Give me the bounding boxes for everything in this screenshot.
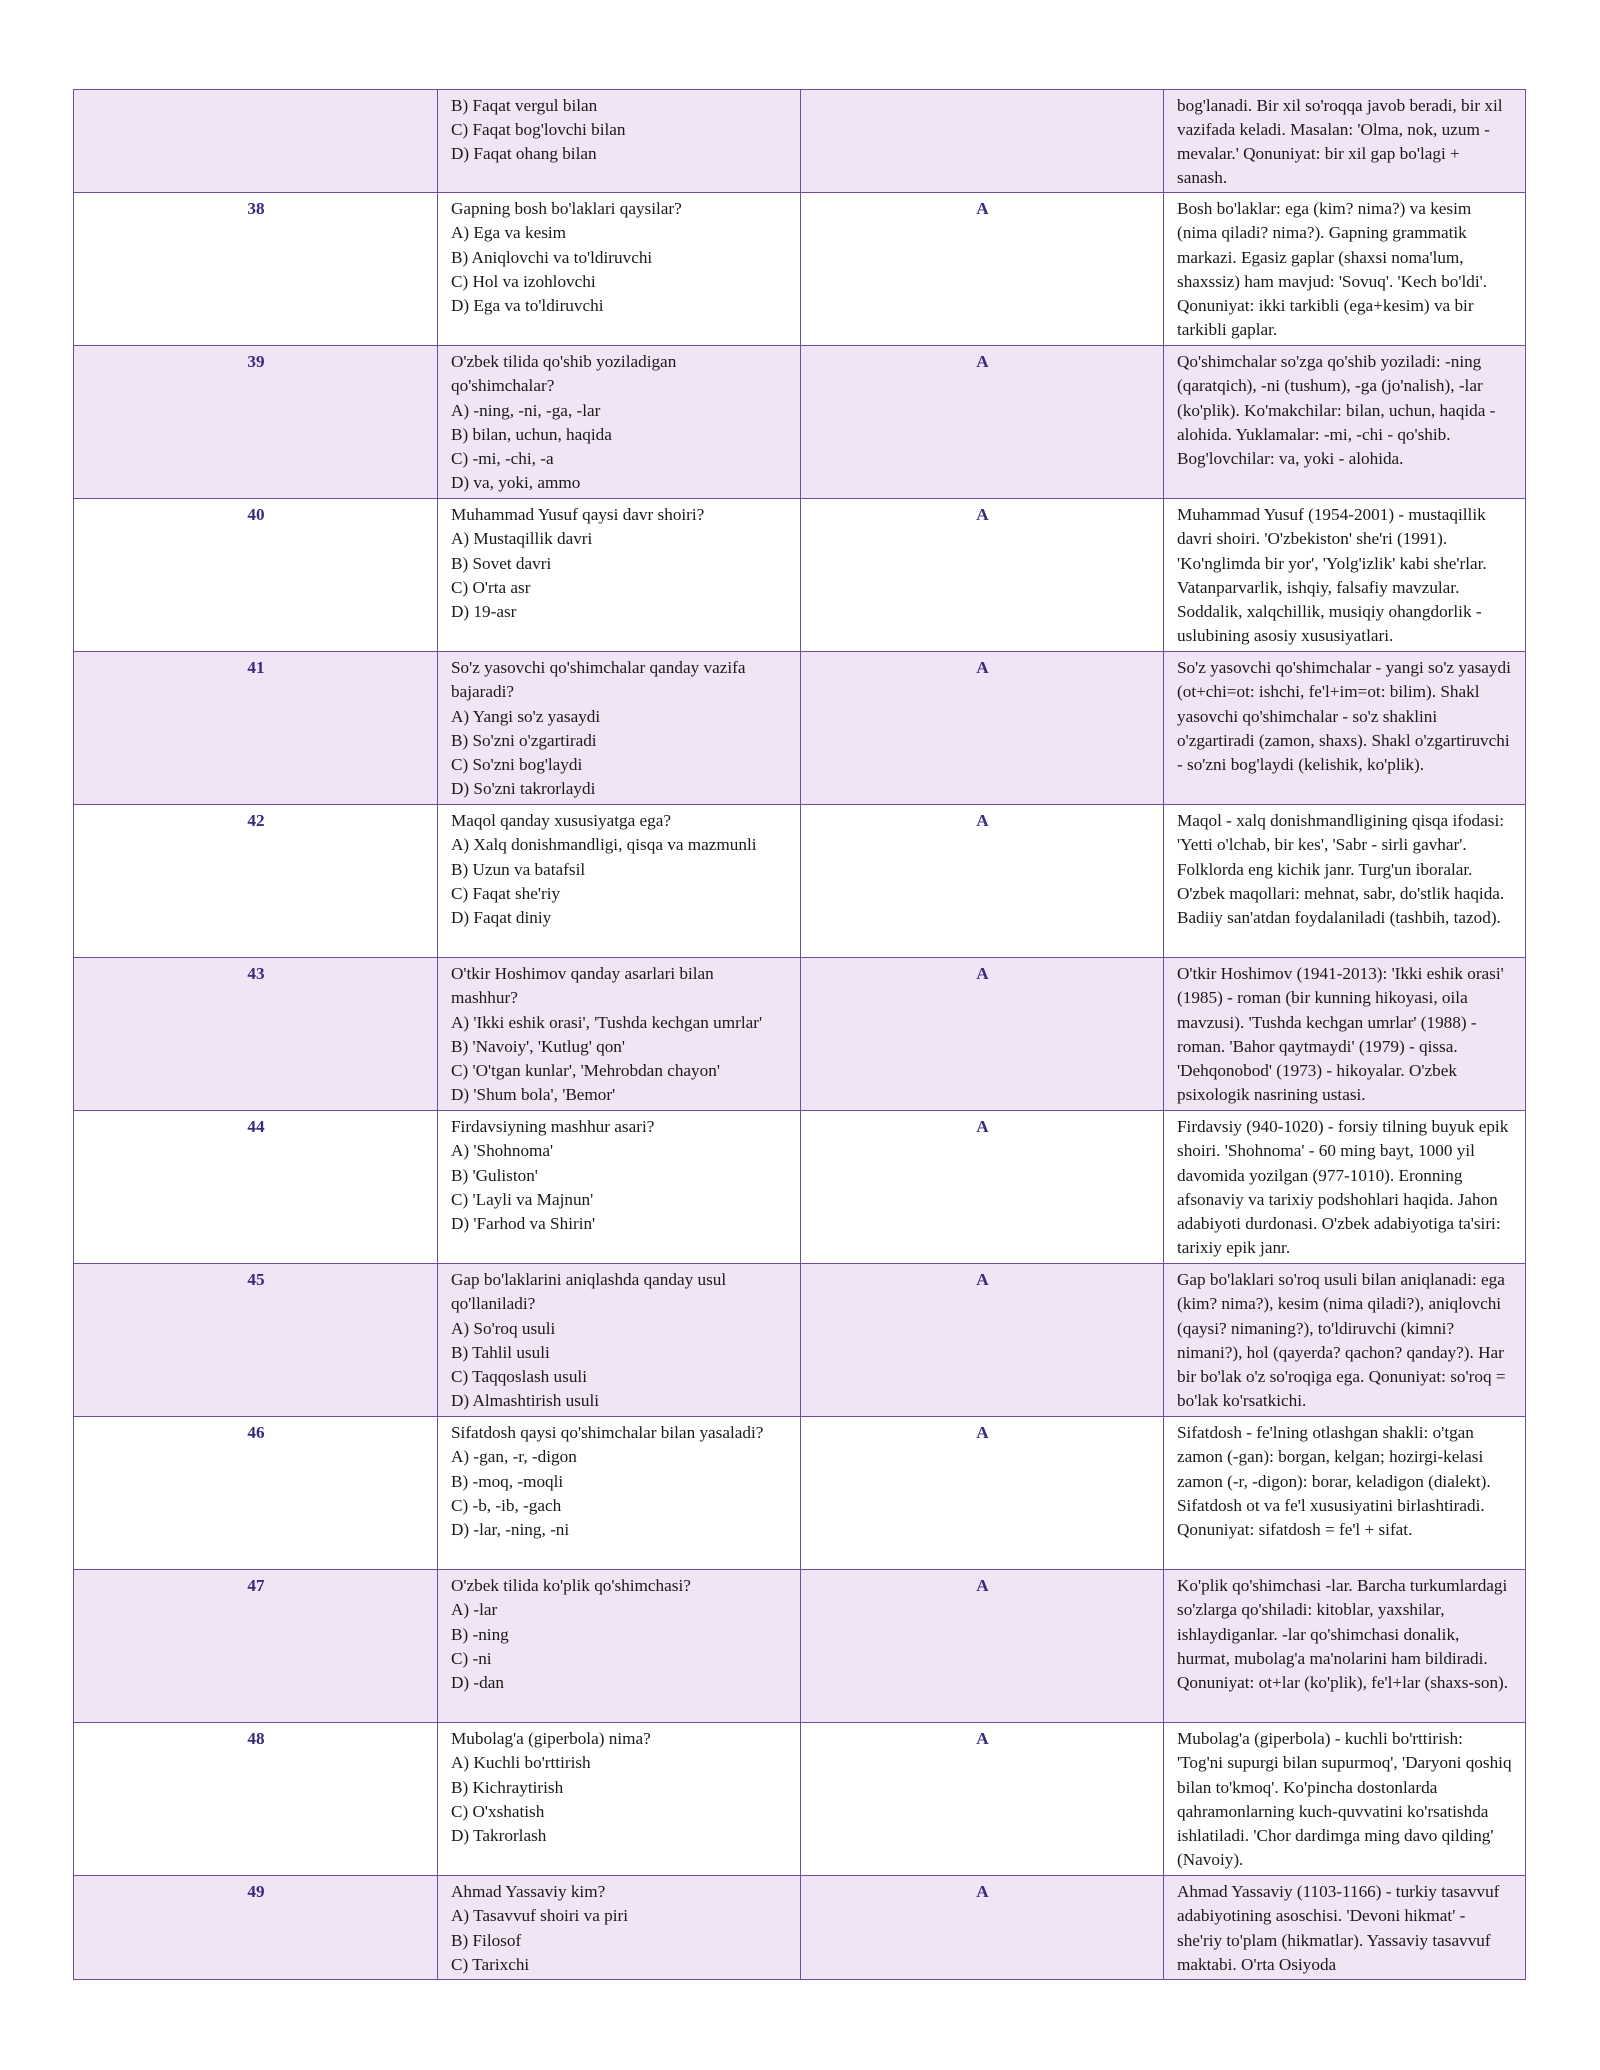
question-number — [74, 90, 438, 193]
question-number: 43 — [74, 958, 438, 1111]
question-number: 38 — [74, 193, 438, 346]
table-row — [74, 346, 1526, 499]
question-line: O'zbek tilida qo'shib yoziladigan — [451, 352, 677, 372]
question-line: B) 'Guliston' — [451, 1165, 538, 1185]
question-number: 48 — [74, 1723, 438, 1876]
question-line: qo'shimchalar? — [451, 376, 555, 396]
question-line: Mubolag'a (giperbola) nima? — [451, 1729, 651, 1749]
explanation-text: Gap bo'laklari so'roq usuli bilan aniqlanadi: ega (kim? nima?), kesim (nima qiladi?), aniqlovchi (qaysi? nimaning?), to'ldiruvchi (kimni? nimani?), hol (qayerda? qachon? qanday?). Har bir bo'lak o'z so'roqiga ega. Qonuniyat: so'roq = bo'lak ko'rsatkichi. — [1177, 1270, 1506, 1410]
question-cell — [438, 958, 801, 1111]
table-row — [74, 1111, 1526, 1264]
question-number: 44 — [74, 1111, 438, 1264]
question-number: 41 — [74, 652, 438, 805]
question-line: So'z yasovchi qo'shimchalar qanday vazifa — [451, 658, 746, 678]
explanation-text: Muhammad Yusuf (1954-2001) - mustaqillik davri shoiri. 'O'zbekiston' she'ri (1991). 'Ko'nglimda bir yor', 'Yolg'izlik' kabi she'rlar. Vatanparvarlik, ishqiy, falsafiy mavzular. Soddalik, xalqchillik, musiqiy ohangdorlik - uslubining asosiy xususiyatlari. — [1177, 505, 1487, 645]
table-row — [74, 1723, 1526, 1876]
explanation-cell — [1164, 652, 1526, 805]
question-line: C) Tarixchi — [451, 1954, 530, 1974]
question-cell — [438, 90, 801, 193]
question-line: B) -moq, -moqli — [451, 1471, 564, 1491]
explanation-cell — [1164, 805, 1526, 958]
question-line: Gap bo'laklarini aniqlashda qanday usul — [451, 1270, 727, 1290]
explanation-cell — [1164, 90, 1526, 193]
table-row — [74, 652, 1526, 805]
answer-cell: A — [801, 1723, 1164, 1876]
question-line: Sifatdosh qaysi qo'shimchalar bilan yasaladi? — [451, 1423, 764, 1443]
question-line: D) 'Shum bola', 'Bemor' — [451, 1084, 616, 1104]
question-line: B) Aniqlovchi va to'ldiruvchi — [451, 247, 653, 267]
question-line: D) Faqat ohang bilan — [451, 144, 597, 164]
question-line: A) Yangi so'z yasaydi — [451, 706, 601, 726]
table-row — [74, 1417, 1526, 1570]
question-line: Muhammad Yusuf qaysi davr shoiri? — [451, 505, 705, 525]
question-line: D) Almashtirish usuli — [451, 1390, 600, 1410]
question-cell — [438, 1111, 801, 1264]
question-cell — [438, 805, 801, 958]
question-cell — [438, 652, 801, 805]
question-line: C) -mi, -chi, -a — [451, 448, 554, 468]
question-line: B) Sovet davri — [451, 553, 552, 573]
answer-cell: A — [801, 652, 1164, 805]
question-line: D) va, yoki, ammo — [451, 472, 581, 492]
table-row — [74, 1570, 1526, 1723]
question-line: C) O'xshatish — [451, 1801, 545, 1821]
explanation-cell — [1164, 1417, 1526, 1570]
question-line: D) 19-asr — [451, 601, 517, 621]
explanation-cell — [1164, 1264, 1526, 1417]
answer-cell: A — [801, 805, 1164, 958]
question-number: 39 — [74, 346, 438, 499]
explanation-text: Firdavsiy (940-1020) - forsiy tilning buyuk epik shoiri. 'Shohnoma' - 60 ming bayt, 1000 yil davomida yozilgan (977-1010). Eronning afsonaviy va tarixiy podshohlari haqida. Jahon adabiyoti durdonasi. O'zbek adabiyotiga ta'siri: tarixiy epik janr. — [1177, 1117, 1509, 1257]
question-line: B) Uzun va batafsil — [451, 859, 586, 879]
question-line: D) Takrorlash — [451, 1825, 547, 1845]
question-line: B) So'zni o'zgartiradi — [451, 730, 597, 750]
question-line: O'tkir Hoshimov qanday asarlari bilan — [451, 964, 714, 984]
table-row — [74, 1876, 1526, 1979]
table-row — [74, 958, 1526, 1111]
explanation-cell — [1164, 499, 1526, 652]
question-line: D) Ega va to'ldiruvchi — [451, 295, 604, 315]
question-line: A) Ega va kesim — [451, 223, 567, 243]
question-cell — [438, 1264, 801, 1417]
question-line: C) 'Layli va Majnun' — [451, 1189, 594, 1209]
question-line: qo'llaniladi? — [451, 1294, 536, 1314]
question-line: A) Tasavvuf shoiri va piri — [451, 1906, 629, 1926]
table-row — [74, 805, 1526, 958]
explanation-cell — [1164, 346, 1526, 499]
question-number: 47 — [74, 1570, 438, 1723]
question-line: A) Xalq donishmandligi, qisqa va mazmunli — [451, 835, 757, 855]
question-line: D) Faqat diniy — [451, 907, 552, 927]
question-cell — [438, 1723, 801, 1876]
question-cell — [438, 1417, 801, 1570]
explanation-cell — [1164, 1876, 1526, 1979]
question-line: C) Faqat bog'lovchi bilan — [451, 120, 626, 140]
answer-cell: A — [801, 346, 1164, 499]
question-line: C) Hol va izohlovchi — [451, 271, 596, 291]
answer-cell — [801, 90, 1164, 193]
explanation-text: O'tkir Hoshimov (1941-2013): 'Ikki eshik orasi' (1985) - roman (bir kunning hikoyasi, oila mavzusi). 'Tushda kechgan umrlar' (1988) - roman. 'Bahor qaytmaydi' (1979) - qissa. 'Dehqonobod' (1973) - hikoyalar. O'zbek psixologik nasrining ustasi. — [1177, 964, 1504, 1104]
explanation-cell — [1164, 1570, 1526, 1723]
explanation-text: Ahmad Yassaviy (1103-1166) - turkiy tasavvuf adabiyotining asoschisi. 'Devoni hikmat' - she'riy to'plam (hikmatlar). Yassaviy tasavvuf maktabi. O'rta Osiyoda — [1177, 1882, 1500, 1974]
table-row — [74, 499, 1526, 652]
explanation-text: bog'lanadi. Bir xil so'roqqa javob beradi, bir xil vazifada keladi. Masalan: 'Olma, nok, uzum - mevalar.' Qonuniyat: bir xil gap bo'lagi + sanash. — [1177, 96, 1503, 188]
answer-cell: A — [801, 499, 1164, 652]
qa-table — [73, 89, 1526, 1980]
question-line: A) -gan, -r, -digon — [451, 1447, 577, 1467]
explanation-text: Ko'plik qo'shimchasi -lar. Barcha turkumlardagi so'zlarga qo'shiladi: kitoblar, yaxshilar, ishlaydiganlar. -lar qo'shimchasi donalik, hurmat, mubolag'a ma'nolarini ham bildiradi. Qonuniyat: ot+lar (ko'plik), fe'l+lar (shaxs-son). — [1177, 1576, 1509, 1692]
answer-cell: A — [801, 958, 1164, 1111]
question-line: B) Filosof — [451, 1930, 522, 1950]
question-line: A) Mustaqillik davri — [451, 529, 593, 549]
table-row — [74, 90, 1526, 193]
answer-cell: A — [801, 1876, 1164, 1979]
explanation-text: Maqol - xalq donishmandligining qisqa ifodasi: 'Yetti o'lchab, bir kes', 'Sabr - sirli gavhar'. Folklorda eng kichik janr. Turg'un iboralar. O'zbek maqollari: mehnat, sabr, do'stlik haqida. Badiiy san'atdan foydalaniladi (tashbih, tazod). — [1177, 811, 1505, 927]
question-line: Ahmad Yassaviy kim? — [451, 1882, 606, 1902]
table-row — [74, 1264, 1526, 1417]
question-line: A) Kuchli bo'rttirish — [451, 1753, 591, 1773]
question-line: C) 'O'tgan kunlar', 'Mehrobdan chayon' — [451, 1060, 720, 1080]
table-row — [74, 193, 1526, 346]
question-line: A) 'Shohnoma' — [451, 1141, 554, 1161]
question-line: C) -b, -ib, -gach — [451, 1495, 562, 1515]
explanation-text: Sifatdosh - fe'lning otlashgan shakli: o'tgan zamon (-gan): borgan, kelgan; hozirgi-kelasi zamon (-r, -digon): borar, keladigon (dialekt). Sifatdosh ot va fe'l xususiyatini birlashtiradi. Qonuniyat: sifatdosh = fe'l + sifat. — [1177, 1423, 1491, 1539]
question-line: Gapning bosh bo'laklari qaysilar? — [451, 199, 682, 219]
question-number: 46 — [74, 1417, 438, 1570]
explanation-text: Mubolag'a (giperbola) - kuchli bo'rttirish: 'Tog'ni supurgi bilan supurmoq', 'Daryoni qoshiq bilan to'kmoq'. Ko'pincha dostonlarda qahramonlarning kuch-quvvatini ko'rsatishda ishlatiladi. 'Chor dardimga ming davo qilding' (Navoiy). — [1177, 1729, 1512, 1869]
question-line: A) -lar — [451, 1600, 498, 1620]
question-line: C) Taqqoslash usuli — [451, 1366, 587, 1386]
question-line: bajaradi? — [451, 682, 514, 702]
question-number: 40 — [74, 499, 438, 652]
answer-cell: A — [801, 1570, 1164, 1723]
qa-table-body — [74, 90, 1526, 1980]
explanation-text: So'z yasovchi qo'shimchalar - yangi so'z yasaydi (ot+chi=ot: ishchi, fe'l+im=ot: bilim). Shakl yasovchi qo'shimchalar - so'z shaklini o'zgartiradi (zamon, shaxs). Shakl o'zgartiruvchi - so'zni bog'laydi (kelishik, ko'plik). — [1177, 658, 1511, 774]
question-line: Maqol qanday xususiyatga ega? — [451, 811, 672, 831]
answer-cell: A — [801, 1417, 1164, 1570]
explanation-cell — [1164, 193, 1526, 346]
question-line: O'zbek tilida ko'plik qo'shimchasi? — [451, 1576, 691, 1596]
question-line: C) O'rta asr — [451, 577, 531, 597]
question-line: Firdavsiyning mashhur asari? — [451, 1117, 655, 1137]
question-line: D) -lar, -ning, -ni — [451, 1519, 570, 1539]
explanation-cell — [1164, 958, 1526, 1111]
question-line: C) So'zni bog'laydi — [451, 754, 583, 774]
question-line: D) So'zni takrorlaydi — [451, 778, 596, 798]
question-line: B) Kichraytirish — [451, 1777, 564, 1797]
question-line: C) -ni — [451, 1648, 492, 1668]
question-line: C) Faqat she'riy — [451, 883, 561, 903]
question-line: B) Tahlil usuli — [451, 1342, 550, 1362]
question-line: A) So'roq usuli — [451, 1318, 556, 1338]
question-line: A) -ning, -ni, -ga, -lar — [451, 400, 601, 420]
explanation-cell — [1164, 1723, 1526, 1876]
question-cell — [438, 193, 801, 346]
question-cell — [438, 1876, 801, 1979]
explanation-text: Bosh bo'laklar: ega (kim? nima?) va kesim (nima qiladi? nima?). Gapning grammatik markazi. Egasiz gaplar (shaxsi noma'lum, shaxssiz) ham mavjud: 'Sovuq'. 'Kech bo'ldi'. Qonuniyat: ikki tarkibli (ega+kesim) va bir tarkibli gaplar. — [1177, 199, 1488, 339]
question-line: B) 'Navoiy', 'Kutlug' qon' — [451, 1036, 625, 1056]
answer-cell: A — [801, 1111, 1164, 1264]
question-line: A) 'Ikki eshik orasi', 'Tushda kechgan umrlar' — [451, 1012, 763, 1032]
question-cell — [438, 499, 801, 652]
question-line: mashhur? — [451, 988, 518, 1008]
question-line: D) -dan — [451, 1672, 504, 1692]
answer-cell: A — [801, 1264, 1164, 1417]
question-cell — [438, 1570, 801, 1723]
question-line: B) -ning — [451, 1624, 509, 1644]
question-number: 42 — [74, 805, 438, 958]
question-number: 45 — [74, 1264, 438, 1417]
explanation-text: Qo'shimchalar so'zga qo'shib yoziladi: -ning (qaratqich), -ni (tushum), -ga (jo'nalish), -lar (ko'plik). Ko'makchilar: bilan, uchun, haqida - alohida. Yuklamalar: -mi, -chi - qo'shib. Bog'lovchilar: va, yoki - alohida. — [1177, 352, 1496, 468]
question-line: B) bilan, uchun, haqida — [451, 424, 612, 444]
question-line: D) 'Farhod va Shirin' — [451, 1213, 596, 1233]
answer-cell: A — [801, 193, 1164, 346]
question-number: 49 — [74, 1876, 438, 1979]
question-line: B) Faqat vergul bilan — [451, 96, 598, 115]
question-cell — [438, 346, 801, 499]
explanation-cell — [1164, 1111, 1526, 1264]
